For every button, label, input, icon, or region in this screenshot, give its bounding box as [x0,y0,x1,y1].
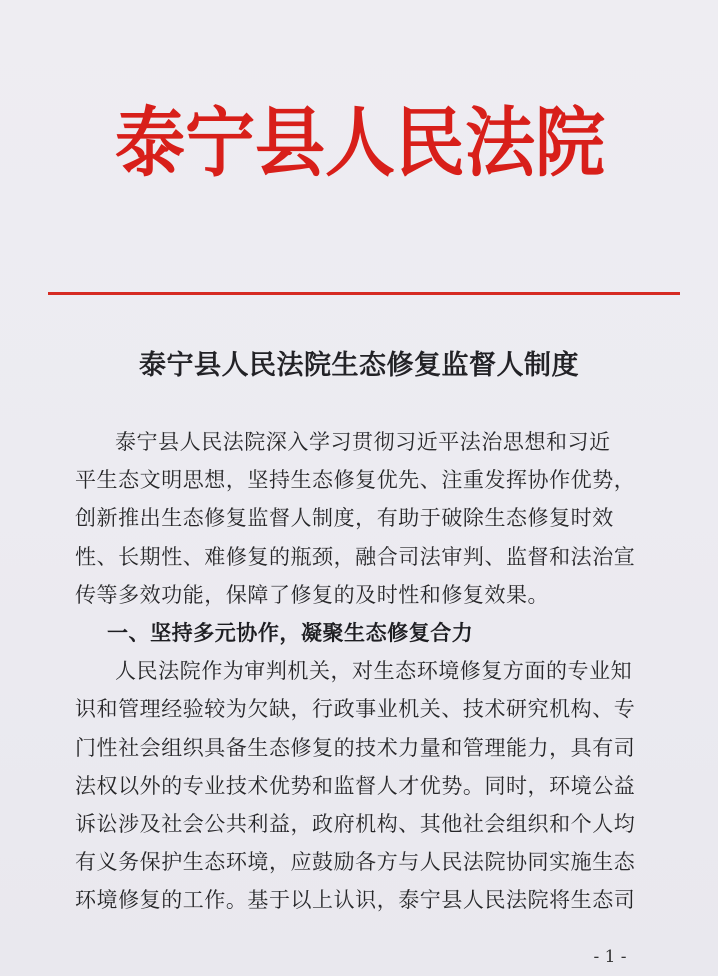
masthead-title: 泰宁县人民法院 [115,97,605,188]
body-line: 识和管理经验较为欠缺，行政事业机关、技术研究机构、专 [75,697,636,722]
body-line: 门性社会组织具备生态修复的技术力量和管理能力，具有司 [75,735,636,760]
body-line: 创新推出生态修复监督人制度，有助于破除生态修复时效 [75,506,614,531]
body-line: 诉讼涉及社会公共利益，政府机构、其他社会组织和个人均 [75,811,636,836]
body-line: 法权以外的专业技术优势和监督人才优势。同时，环境公益 [75,773,636,798]
body-line: 环境修复的工作。基于以上认识，泰宁县人民法院将生态司 [75,888,636,913]
page-number: - 1 - [593,947,627,967]
body-line: 人民法院作为审判机关，对生态环境修复方面的专业知 [115,659,633,684]
body-line: 性、长期性、难修复的瓶颈，融合司法审判、监督和法治宣 [75,544,636,569]
body-line: 传等多效功能，保障了修复的及时性和修复效果。 [75,582,550,607]
body-text [75,427,675,923]
document-title: 泰宁县人民法院生态修复监督人制度 [139,350,579,381]
section-heading: 一、坚持多元协作，凝聚生态修复合力 [107,620,474,645]
body-line: 有义务保护生态环境，应鼓励各方与人民法院协同实施生态 [75,850,636,875]
body-line: 平生态文明思想，坚持生态修复优先、注重发挥协作优势， [75,468,636,493]
red-divider-line [48,292,680,295]
body-line: 泰宁县人民法院深入学习贯彻习近平法治思想和习近 [115,430,611,454]
